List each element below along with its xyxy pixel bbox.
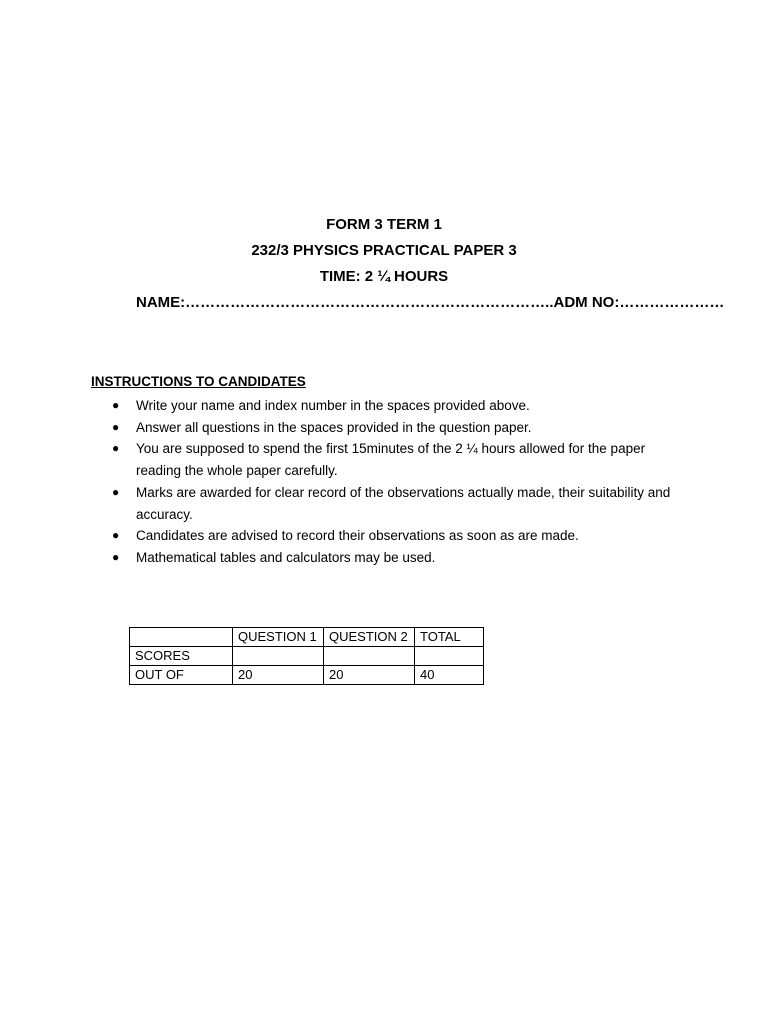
instruction-text: Candidates are advised to record their observations as soon as are made. (136, 528, 579, 544)
instruction-text: Marks are awarded for clear record of the observations actually made, their suitability and accuracy. (136, 484, 671, 522)
instruction-text: You are supposed to spend the first 15minutes of the 2 ¼ hours allowed for the paper reading the whole paper carefully. (136, 441, 646, 479)
bullet-icon: ● (112, 441, 120, 456)
table-cell: 20 (233, 666, 324, 685)
table-row (130, 647, 484, 666)
name-adm-line: NAME:………………………………………………………………..ADM NO:………………… (136, 294, 725, 311)
exam-form-term: FORM 3 TERM 1 (326, 216, 442, 233)
instructions-list (112, 395, 672, 569)
instruction-text: Answer all questions in the spaces provided in the question paper. (136, 419, 532, 435)
exam-duration: TIME: 2 ¼ HOURS (319, 268, 449, 285)
instructions-title: INSTRUCTIONS TO CANDIDATES (91, 374, 306, 389)
table-cell: 40 (415, 666, 484, 685)
table-header-cell: QUESTION 1 (233, 628, 324, 647)
instruction-item (112, 547, 672, 569)
table-cell: SCORES (130, 647, 233, 666)
instruction-item (112, 525, 672, 547)
instruction-text: Mathematical tables and calculators may be used. (136, 549, 436, 565)
bullet-icon: ● (112, 549, 120, 564)
instruction-item (112, 395, 672, 417)
table-cell[interactable] (233, 647, 324, 666)
table-cell[interactable] (415, 647, 484, 666)
instruction-item (112, 482, 672, 525)
bullet-icon: ● (112, 484, 120, 499)
bullet-icon: ● (112, 398, 120, 412)
table-header-cell: QUESTION 2 (324, 628, 415, 647)
table-header-cell: TOTAL (415, 628, 484, 647)
instruction-item (112, 438, 672, 481)
exam-header (0, 212, 768, 311)
table-header-row (130, 628, 484, 647)
instruction-item (112, 417, 672, 439)
instruction-text: Write your name and index number in the spaces provided above. (136, 398, 530, 413)
table-header-cell (130, 628, 233, 647)
table-cell: 20 (324, 666, 415, 685)
score-table (129, 627, 484, 685)
table-cell[interactable] (324, 647, 415, 666)
bullet-icon: ● (112, 419, 120, 434)
exam-paper-title: 232/3 PHYSICS PRACTICAL PAPER 3 (251, 242, 517, 259)
table-row (130, 666, 484, 685)
bullet-icon: ● (112, 528, 120, 543)
table-cell: OUT OF (130, 666, 233, 685)
